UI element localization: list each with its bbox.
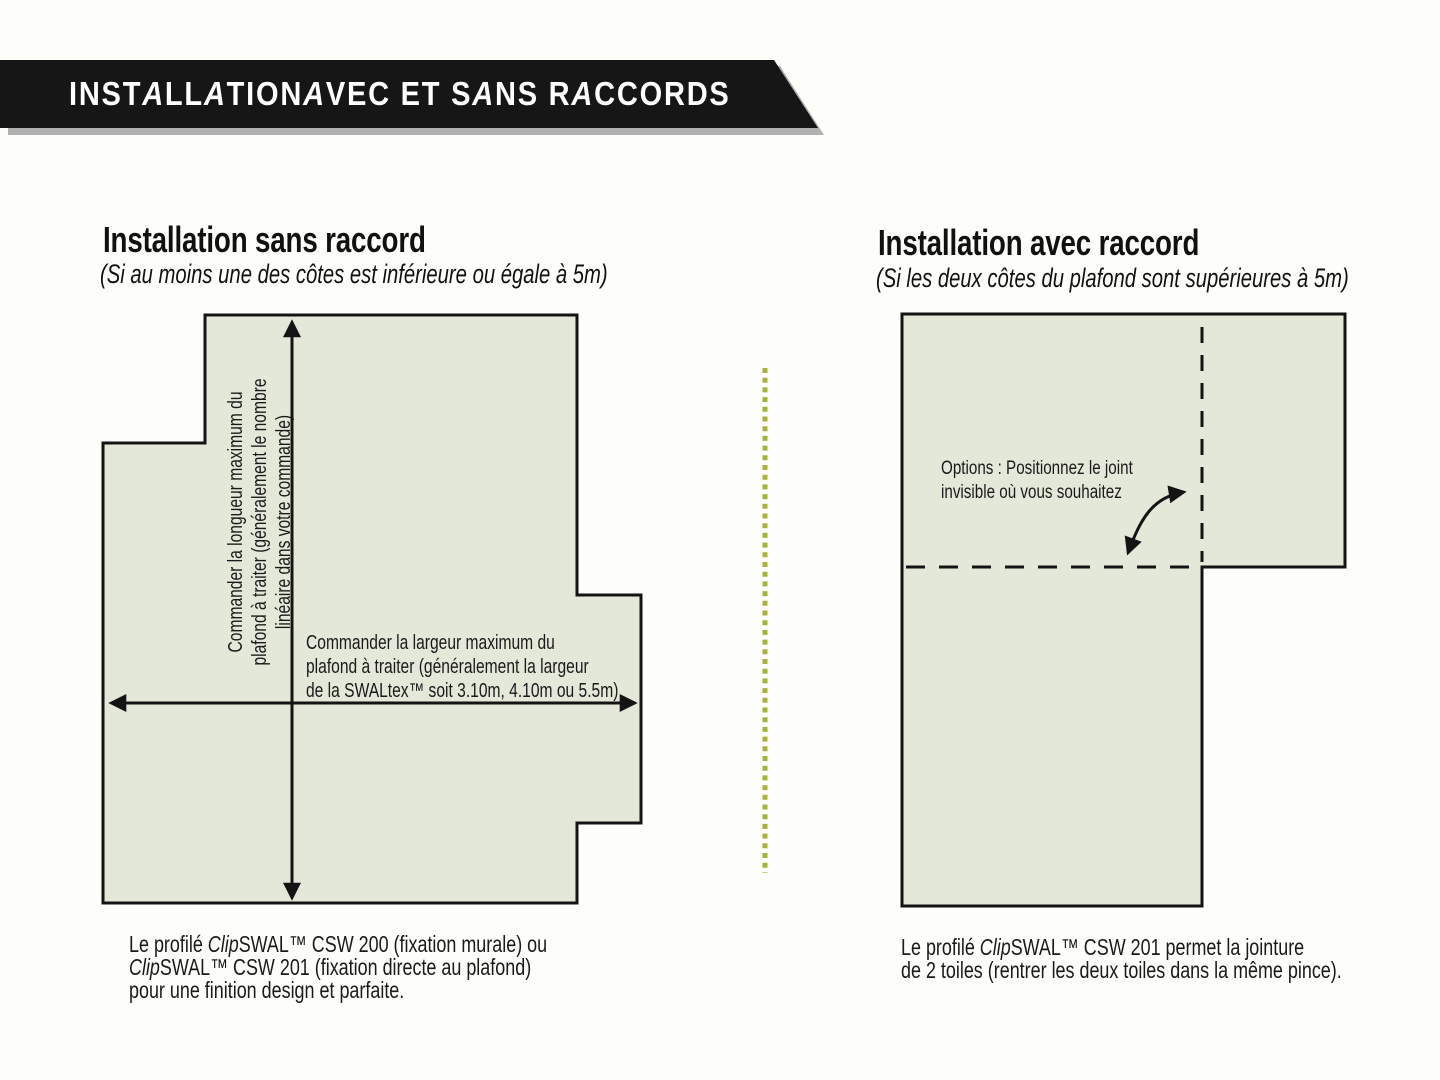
left-caption-line bbox=[129, 979, 547, 1002]
text-segment: Clip bbox=[129, 954, 160, 980]
right-caption bbox=[901, 936, 1342, 982]
left-caption-line bbox=[129, 933, 547, 956]
text-segment: pour une finition design et parfaite. bbox=[129, 977, 405, 1003]
text-segment: A bbox=[203, 75, 227, 112]
options-annotation-line: invisible où vous souhaitez bbox=[941, 482, 1122, 503]
text-segment: de 2 toiles (rentrer les deux toiles dans la même pince). bbox=[901, 957, 1342, 983]
right-section-subtitle: (Si les deux côtes du plafond sont supérieures à 5m) bbox=[876, 263, 1349, 293]
text-segment: A bbox=[142, 75, 165, 112]
text-segment: A bbox=[303, 75, 326, 112]
text-segment: SWAL™ CSW 201 permet la jointure bbox=[1010, 934, 1305, 960]
ceiling-shape-right bbox=[902, 314, 1345, 906]
length-annotation-line: Commander la longueur maximum du bbox=[225, 391, 247, 653]
text-segment: LL bbox=[164, 75, 204, 112]
text-segment: Clip bbox=[207, 931, 239, 957]
left-caption-line bbox=[129, 956, 547, 979]
text-segment: Le profilé bbox=[901, 934, 980, 960]
length-annotation bbox=[224, 366, 296, 678]
text-segment: NS R bbox=[494, 75, 572, 112]
length-annotation-line: plafond à traiter (généralement le nombre bbox=[249, 378, 271, 666]
right-diagram bbox=[902, 314, 1345, 906]
width-annotation bbox=[306, 631, 618, 703]
text-segment: VEC ET S bbox=[325, 75, 473, 112]
left-section-title: Installation sans raccord bbox=[103, 219, 426, 260]
text-segment: INST bbox=[69, 75, 143, 112]
text-segment: Le profilé bbox=[129, 931, 208, 957]
banner-title bbox=[69, 60, 731, 128]
text-segment: Clip bbox=[979, 934, 1011, 960]
text-segment: A bbox=[472, 75, 495, 112]
length-annotation-line: linéaire dans votre commande) bbox=[273, 414, 295, 630]
ceiling-shape-left bbox=[103, 315, 641, 903]
right-caption-line bbox=[901, 936, 1342, 959]
options-annotation-line: Options : Positionnez le joint bbox=[941, 458, 1133, 479]
right-caption-line bbox=[901, 959, 1342, 982]
text-segment: CCORDS bbox=[594, 75, 731, 112]
width-annotation-line: Commander la largeur maximum du bbox=[306, 632, 555, 654]
left-section-subtitle: (Si au moins une des côtes est inférieure ou égale à 5m) bbox=[100, 259, 608, 289]
width-annotation-line: plafond à traiter (généralement la largeur bbox=[306, 656, 589, 678]
text-segment: A bbox=[571, 75, 595, 112]
right-section-title: Installation avec raccord bbox=[878, 222, 1200, 263]
text-segment: TION bbox=[226, 75, 304, 112]
left-diagram bbox=[103, 315, 641, 903]
width-annotation-line: de la SWALtex™ soit 3.10m, 4.10m ou 5.5m) bbox=[306, 680, 619, 702]
text-segment: SWAL™ CSW 200 (fixation murale) ou bbox=[238, 931, 548, 957]
text-segment: SWAL™ CSW 201 (fixation directe au plafond) bbox=[159, 954, 532, 980]
left-caption bbox=[129, 933, 547, 1002]
options-annotation bbox=[941, 457, 1133, 505]
